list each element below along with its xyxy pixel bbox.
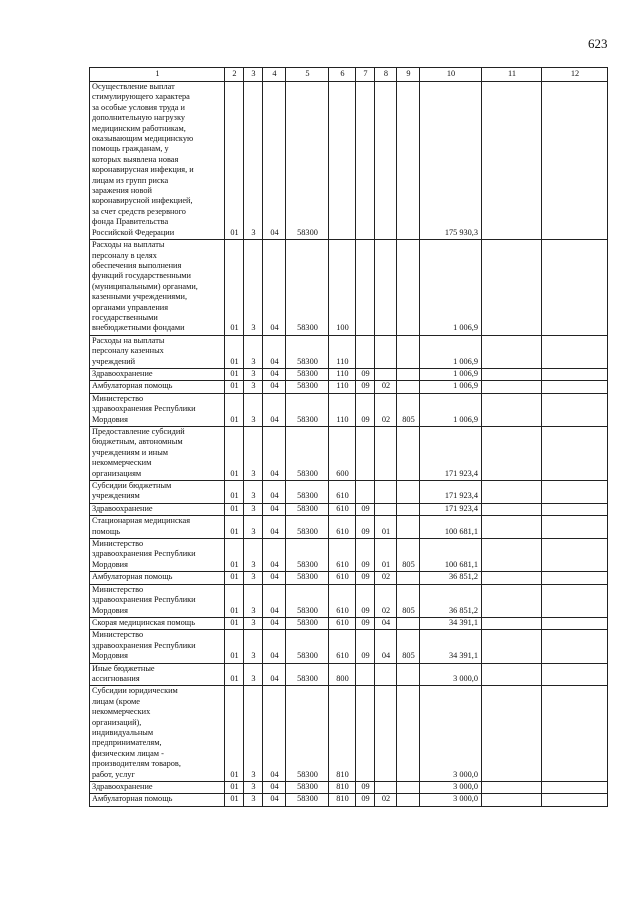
row-value-cell: 01 — [225, 82, 244, 240]
header-cell: 4 — [263, 68, 286, 82]
header-cell: 6 — [329, 68, 356, 82]
row-value-cell: 58300 — [286, 572, 329, 584]
row-value-cell: 01 — [225, 617, 244, 629]
row-label-cell: Здравоохранение — [90, 503, 225, 515]
row-value-cell: 805 — [397, 630, 420, 663]
table-row — [90, 368, 608, 380]
row-value-cell — [375, 503, 397, 515]
row-value-cell — [356, 686, 375, 782]
row-value-cell: 04 — [263, 630, 286, 663]
row-value-cell — [542, 368, 608, 380]
row-value-cell — [397, 82, 420, 240]
header-cell: 12 — [542, 68, 608, 82]
row-value-cell: 3 — [244, 368, 263, 380]
row-label-cell: Расходы на выплаты персоналу в целях обеспечения выполнения функций государственными (муниципальными) органами, казенными учреждениями, органами управления государственными внебюджетными фондами — [90, 240, 225, 336]
row-value-cell — [482, 794, 542, 806]
row-value-cell: 805 — [397, 584, 420, 617]
row-value-cell — [375, 481, 397, 504]
row-value-cell: 810 — [329, 686, 356, 782]
row-value-cell: 58300 — [286, 539, 329, 572]
row-value-cell — [542, 381, 608, 393]
row-value-cell: 3 — [244, 82, 263, 240]
row-value-cell: 3 — [244, 782, 263, 794]
row-label-cell: Амбулаторная помощь — [90, 572, 225, 584]
row-value-cell: 58300 — [286, 503, 329, 515]
row-value-cell: 04 — [263, 368, 286, 380]
row-value-cell: 3 — [244, 794, 263, 806]
row-value-cell: 09 — [356, 516, 375, 539]
row-value-cell: 1 006,9 — [420, 381, 482, 393]
row-value-cell — [482, 572, 542, 584]
row-value-cell — [482, 335, 542, 368]
row-value-cell: 09 — [356, 630, 375, 663]
header-cell: 5 — [286, 68, 329, 82]
row-value-cell: 3 — [244, 503, 263, 515]
header-cell: 9 — [397, 68, 420, 82]
row-value-cell: 58300 — [286, 782, 329, 794]
row-label-cell: Министерство здравоохранения Республики Мордовия — [90, 539, 225, 572]
row-value-cell: 04 — [263, 584, 286, 617]
row-value-cell: 610 — [329, 516, 356, 539]
row-value-cell — [482, 516, 542, 539]
row-value-cell — [397, 794, 420, 806]
row-value-cell: 58300 — [286, 516, 329, 539]
row-value-cell: 1 006,9 — [420, 240, 482, 336]
row-value-cell: 110 — [329, 393, 356, 426]
table-row — [90, 481, 608, 504]
row-value-cell: 610 — [329, 630, 356, 663]
row-value-cell: 02 — [375, 584, 397, 617]
row-value-cell: 04 — [263, 686, 286, 782]
row-value-cell: 3 — [244, 335, 263, 368]
row-value-cell: 02 — [375, 381, 397, 393]
row-value-cell: 09 — [356, 617, 375, 629]
row-value-cell: 3 000,0 — [420, 686, 482, 782]
row-value-cell — [542, 503, 608, 515]
row-value-cell — [542, 539, 608, 572]
table-body — [90, 82, 608, 807]
row-value-cell: 09 — [356, 368, 375, 380]
row-value-cell: 110 — [329, 335, 356, 368]
row-value-cell — [397, 782, 420, 794]
row-value-cell: 01 — [225, 572, 244, 584]
row-value-cell: 3 000,0 — [420, 794, 482, 806]
row-value-cell — [542, 393, 608, 426]
table-row — [90, 82, 608, 240]
row-value-cell — [375, 240, 397, 336]
row-value-cell — [397, 663, 420, 686]
table-row — [90, 630, 608, 663]
row-value-cell: 810 — [329, 794, 356, 806]
table-row — [90, 516, 608, 539]
row-value-cell: 100 — [329, 240, 356, 336]
row-value-cell: 09 — [356, 503, 375, 515]
row-value-cell — [542, 794, 608, 806]
row-value-cell — [482, 686, 542, 782]
row-value-cell — [397, 503, 420, 515]
row-value-cell: 58300 — [286, 82, 329, 240]
row-value-cell — [397, 335, 420, 368]
row-value-cell: 3 000,0 — [420, 663, 482, 686]
row-value-cell: 01 — [225, 427, 244, 481]
row-value-cell: 02 — [375, 572, 397, 584]
row-value-cell: 36 851,2 — [420, 572, 482, 584]
row-value-cell — [482, 503, 542, 515]
row-label-cell: Субсидии юридическим лицам (кроме некоммерческих организаций), индивидуальным предпринимателям, физическим лицам - производителям товаров, работ, услуг — [90, 686, 225, 782]
row-value-cell: 3 000,0 — [420, 782, 482, 794]
row-value-cell — [356, 335, 375, 368]
row-value-cell — [397, 368, 420, 380]
row-value-cell: 04 — [263, 539, 286, 572]
table-row — [90, 794, 608, 806]
row-value-cell: 09 — [356, 794, 375, 806]
row-value-cell: 58300 — [286, 368, 329, 380]
row-value-cell — [397, 240, 420, 336]
row-value-cell: 02 — [375, 794, 397, 806]
row-value-cell: 04 — [263, 335, 286, 368]
row-value-cell — [397, 617, 420, 629]
row-value-cell — [482, 630, 542, 663]
row-value-cell — [542, 335, 608, 368]
row-value-cell: 1 006,9 — [420, 368, 482, 380]
row-value-cell — [329, 82, 356, 240]
row-value-cell: 805 — [397, 393, 420, 426]
row-value-cell: 58300 — [286, 794, 329, 806]
row-value-cell: 04 — [263, 617, 286, 629]
header-cell: 2 — [225, 68, 244, 82]
row-label-cell: Стационарная медицинская помощь — [90, 516, 225, 539]
row-value-cell — [542, 572, 608, 584]
row-value-cell: 01 — [225, 393, 244, 426]
row-value-cell — [482, 584, 542, 617]
table-row — [90, 617, 608, 629]
row-value-cell — [482, 427, 542, 481]
row-label-cell: Амбулаторная помощь — [90, 794, 225, 806]
row-value-cell — [375, 782, 397, 794]
table-row — [90, 663, 608, 686]
row-value-cell — [542, 481, 608, 504]
row-value-cell: 805 — [397, 539, 420, 572]
table-header-row — [90, 68, 608, 82]
row-value-cell: 04 — [263, 481, 286, 504]
row-value-cell: 01 — [225, 663, 244, 686]
row-label-cell: Предоставление субсидий бюджетным, автономным учреждениям и иным некоммерческим организациям — [90, 427, 225, 481]
row-value-cell: 04 — [263, 427, 286, 481]
row-value-cell — [482, 240, 542, 336]
row-value-cell: 01 — [225, 539, 244, 572]
row-label-cell: Министерство здравоохранения Республики Мордовия — [90, 630, 225, 663]
row-value-cell — [542, 617, 608, 629]
table-row — [90, 782, 608, 794]
row-value-cell — [482, 782, 542, 794]
row-value-cell — [356, 427, 375, 481]
row-value-cell — [542, 240, 608, 336]
row-value-cell: 3 — [244, 617, 263, 629]
row-value-cell: 04 — [263, 393, 286, 426]
page-number: 623 — [588, 36, 608, 51]
row-value-cell: 01 — [225, 584, 244, 617]
row-value-cell: 01 — [225, 503, 244, 515]
row-value-cell: 3 — [244, 393, 263, 426]
row-value-cell: 610 — [329, 481, 356, 504]
row-label-cell: Министерство здравоохранения Республики Мордовия — [90, 584, 225, 617]
row-value-cell — [542, 584, 608, 617]
row-value-cell — [356, 82, 375, 240]
row-value-cell: 04 — [263, 82, 286, 240]
row-value-cell: 01 — [225, 630, 244, 663]
row-value-cell: 04 — [263, 663, 286, 686]
row-value-cell: 800 — [329, 663, 356, 686]
row-value-cell: 01 — [225, 368, 244, 380]
table-row — [90, 335, 608, 368]
header-cell: 7 — [356, 68, 375, 82]
row-label-cell: Осуществление выплат стимулирующего характера за особые условия труда и дополнительную нагрузку медицинским работникам, оказывающим медицинскую помощь гражданам, у которых выявлена новая коронавирусная инфекция, и лицам из групп риска заражения новой коронавирусной инфекцией, за счет средств резервного фонда Правительства Российской Федерации — [90, 82, 225, 240]
row-value-cell: 58300 — [286, 686, 329, 782]
row-value-cell: 3 — [244, 516, 263, 539]
row-value-cell — [375, 663, 397, 686]
row-value-cell — [375, 335, 397, 368]
row-value-cell: 3 — [244, 630, 263, 663]
row-value-cell — [397, 381, 420, 393]
row-value-cell — [482, 481, 542, 504]
row-label-cell: Министерство здравоохранения Республики Мордовия — [90, 393, 225, 426]
row-value-cell: 3 — [244, 663, 263, 686]
row-value-cell: 04 — [263, 516, 286, 539]
table-row — [90, 584, 608, 617]
row-value-cell: 04 — [263, 572, 286, 584]
row-value-cell: 171 923,4 — [420, 481, 482, 504]
header-cell: 1 — [90, 68, 225, 82]
row-value-cell: 34 391,1 — [420, 617, 482, 629]
row-value-cell: 58300 — [286, 427, 329, 481]
row-value-cell: 01 — [225, 794, 244, 806]
row-value-cell — [356, 481, 375, 504]
row-value-cell: 810 — [329, 782, 356, 794]
table-row — [90, 427, 608, 481]
row-value-cell — [482, 663, 542, 686]
row-value-cell: 110 — [329, 368, 356, 380]
row-value-cell: 3 — [244, 572, 263, 584]
row-value-cell: 09 — [356, 584, 375, 617]
row-value-cell: 3 — [244, 481, 263, 504]
row-value-cell: 58300 — [286, 393, 329, 426]
row-value-cell: 01 — [375, 539, 397, 572]
row-value-cell: 58300 — [286, 630, 329, 663]
row-value-cell: 04 — [263, 794, 286, 806]
row-label-cell: Здравоохранение — [90, 782, 225, 794]
table-row — [90, 503, 608, 515]
row-value-cell — [482, 539, 542, 572]
table-row — [90, 539, 608, 572]
row-value-cell: 3 — [244, 584, 263, 617]
row-value-cell: 3 — [244, 686, 263, 782]
row-value-cell: 100 681,1 — [420, 539, 482, 572]
row-value-cell: 110 — [329, 381, 356, 393]
row-value-cell: 04 — [263, 503, 286, 515]
row-value-cell: 610 — [329, 572, 356, 584]
row-value-cell — [397, 427, 420, 481]
row-value-cell: 04 — [375, 630, 397, 663]
row-value-cell — [482, 381, 542, 393]
header-cell: 8 — [375, 68, 397, 82]
row-value-cell: 3 — [244, 539, 263, 572]
row-label-cell: Здравоохранение — [90, 368, 225, 380]
row-value-cell: 58300 — [286, 335, 329, 368]
row-value-cell — [482, 368, 542, 380]
row-value-cell: 171 923,4 — [420, 427, 482, 481]
row-value-cell: 610 — [329, 503, 356, 515]
table-row — [90, 381, 608, 393]
row-value-cell: 58300 — [286, 663, 329, 686]
row-value-cell: 09 — [356, 393, 375, 426]
row-value-cell: 36 851,2 — [420, 584, 482, 617]
row-value-cell — [375, 368, 397, 380]
row-value-cell: 04 — [375, 617, 397, 629]
row-value-cell: 3 — [244, 381, 263, 393]
row-value-cell: 58300 — [286, 617, 329, 629]
row-value-cell: 610 — [329, 617, 356, 629]
row-value-cell: 01 — [225, 481, 244, 504]
row-label-cell: Расходы на выплаты персоналу казенных учреждений — [90, 335, 225, 368]
row-value-cell — [542, 630, 608, 663]
row-value-cell — [356, 663, 375, 686]
row-value-cell: 02 — [375, 393, 397, 426]
row-label-cell: Амбулаторная помощь — [90, 381, 225, 393]
table-row — [90, 240, 608, 336]
row-value-cell — [482, 82, 542, 240]
table-row — [90, 393, 608, 426]
row-value-cell: 09 — [356, 782, 375, 794]
row-label-cell: Субсидии бюджетным учреждениям — [90, 481, 225, 504]
row-value-cell — [542, 663, 608, 686]
row-value-cell — [397, 516, 420, 539]
row-value-cell — [397, 686, 420, 782]
row-value-cell: 09 — [356, 572, 375, 584]
row-value-cell: 34 391,1 — [420, 630, 482, 663]
row-value-cell: 01 — [225, 686, 244, 782]
row-value-cell — [542, 82, 608, 240]
row-value-cell — [375, 82, 397, 240]
row-value-cell: 58300 — [286, 584, 329, 617]
row-value-cell — [375, 427, 397, 481]
row-value-cell: 01 — [225, 240, 244, 336]
header-cell: 10 — [420, 68, 482, 82]
row-value-cell: 100 681,1 — [420, 516, 482, 539]
row-value-cell — [356, 240, 375, 336]
row-value-cell: 01 — [225, 335, 244, 368]
row-value-cell: 1 006,9 — [420, 335, 482, 368]
row-label-cell: Скорая медицинская помощь — [90, 617, 225, 629]
row-value-cell: 09 — [356, 381, 375, 393]
budget-table — [89, 67, 608, 807]
row-value-cell: 610 — [329, 584, 356, 617]
row-value-cell: 01 — [225, 516, 244, 539]
row-value-cell: 09 — [356, 539, 375, 572]
row-value-cell: 3 — [244, 240, 263, 336]
row-value-cell — [542, 782, 608, 794]
row-value-cell — [397, 572, 420, 584]
header-cell: 3 — [244, 68, 263, 82]
row-value-cell: 04 — [263, 782, 286, 794]
row-value-cell: 01 — [225, 782, 244, 794]
header-cell: 11 — [482, 68, 542, 82]
table-row — [90, 572, 608, 584]
row-value-cell: 610 — [329, 539, 356, 572]
row-value-cell — [375, 686, 397, 782]
row-value-cell: 3 — [244, 427, 263, 481]
row-value-cell: 58300 — [286, 240, 329, 336]
row-value-cell: 600 — [329, 427, 356, 481]
row-value-cell: 01 — [225, 381, 244, 393]
row-value-cell: 04 — [263, 240, 286, 336]
row-value-cell: 175 930,3 — [420, 82, 482, 240]
row-value-cell: 1 006,9 — [420, 393, 482, 426]
row-value-cell — [542, 516, 608, 539]
row-label-cell: Иные бюджетные ассигнования — [90, 663, 225, 686]
row-value-cell — [482, 393, 542, 426]
row-value-cell — [482, 617, 542, 629]
row-value-cell: 171 923,4 — [420, 503, 482, 515]
table-row — [90, 686, 608, 782]
row-value-cell: 01 — [375, 516, 397, 539]
row-value-cell — [397, 481, 420, 504]
row-value-cell: 04 — [263, 381, 286, 393]
row-value-cell: 58300 — [286, 481, 329, 504]
row-value-cell — [542, 427, 608, 481]
row-value-cell — [542, 686, 608, 782]
row-value-cell: 58300 — [286, 381, 329, 393]
